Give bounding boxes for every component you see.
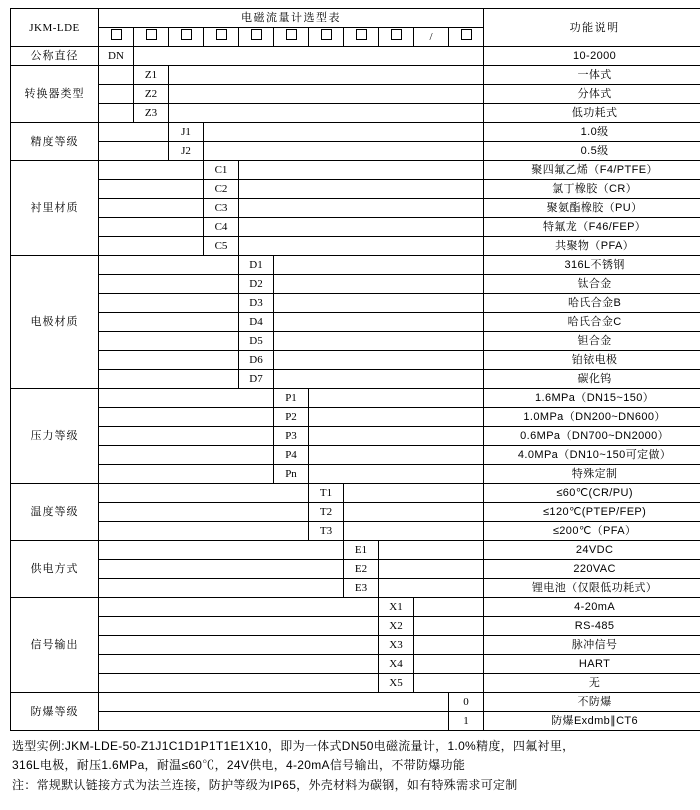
spacer	[309, 446, 484, 465]
code-d1[interactable]: D1	[239, 256, 274, 275]
desc-c4: 特氟龙（F46/FEP）	[484, 218, 700, 237]
row-electrode-7	[11, 370, 700, 389]
model-checkbox[interactable]	[99, 28, 134, 47]
model-prefix-cell: JKM-LDE	[11, 9, 99, 47]
code-p1[interactable]: P1	[274, 389, 309, 408]
spacer	[99, 579, 344, 598]
desc-d2: 钛合金	[484, 275, 700, 294]
row-pressure-5	[11, 465, 700, 484]
spacer	[99, 85, 134, 104]
spacer	[99, 389, 274, 408]
desc-z2: 分体式	[484, 85, 700, 104]
row-lining-1	[11, 161, 700, 180]
row-power-2	[11, 560, 700, 579]
code-c2[interactable]: C2	[204, 180, 239, 199]
code-d3[interactable]: D3	[239, 294, 274, 313]
table-title: 电磁流量计选型表	[99, 9, 484, 28]
note-remark: 注：常规默认链接方式为法兰连接，防护等级为IP65，外壳材料为碳钢，如有特殊需求可定制	[12, 778, 518, 793]
code-x2[interactable]: X2	[379, 617, 414, 636]
spacer	[239, 161, 484, 180]
desc-d4: 哈氏合金C	[484, 313, 700, 332]
note-example-line2: 316L电极，耐压1.6MPa，耐温≤60℃，24V供电，4-20mA信号输出，不带防爆功能	[12, 757, 466, 772]
code-p4[interactable]: P4	[274, 446, 309, 465]
desc-x4: HART	[484, 655, 700, 674]
desc-x5: 无	[484, 674, 700, 693]
code-c4[interactable]: C4	[204, 218, 239, 237]
spacer	[274, 294, 484, 313]
model-checkbox[interactable]	[274, 28, 309, 47]
code-z2[interactable]: Z2	[134, 85, 169, 104]
row-electrode-6	[11, 351, 700, 370]
spacer	[99, 674, 379, 693]
code-d2[interactable]: D2	[239, 275, 274, 294]
desc-p2: 1.0MPa（DN200~DN600）	[484, 408, 700, 427]
spacer	[99, 541, 344, 560]
row-explosion-2	[11, 712, 700, 731]
code-p3[interactable]: P3	[274, 427, 309, 446]
spacer	[99, 161, 204, 180]
row-signal-2	[11, 617, 700, 636]
code-ex0[interactable]: 0	[449, 693, 484, 712]
spacer	[414, 655, 484, 674]
spacer	[99, 655, 379, 674]
table-header-row	[11, 9, 700, 28]
spacer	[274, 313, 484, 332]
row-label-signal: 信号输出	[11, 598, 99, 693]
desc-d3: 哈氏合金B	[484, 294, 700, 313]
row-label-temperature: 温度等级	[11, 484, 99, 541]
desc-t1: ≤60℃(CR/PU)	[484, 484, 700, 503]
code-pn[interactable]: Pn	[274, 465, 309, 484]
desc-c5: 共聚物（PFA）	[484, 237, 700, 256]
row-temperature-2	[11, 503, 700, 522]
row-power-1	[11, 541, 700, 560]
spacer	[99, 484, 309, 503]
spacer	[99, 104, 134, 123]
checkbox-icon[interactable]	[146, 29, 157, 40]
desc-dn: 10-2000	[484, 47, 700, 66]
spacer	[99, 712, 449, 731]
model-checkbox[interactable]	[309, 28, 344, 47]
row-power-3	[11, 579, 700, 598]
row-temperature-3	[11, 522, 700, 541]
code-ex1[interactable]: 1	[449, 712, 484, 731]
spacer	[99, 199, 204, 218]
spacer	[99, 598, 379, 617]
code-j2[interactable]: J2	[169, 142, 204, 161]
code-e1[interactable]: E1	[344, 541, 379, 560]
spacer	[344, 522, 484, 541]
row-label-electrode: 电极材质	[11, 256, 99, 389]
code-x3[interactable]: X3	[379, 636, 414, 655]
slash-separator: /	[414, 28, 449, 47]
spacer	[99, 313, 239, 332]
row-explosion-1	[11, 693, 700, 712]
spacer	[379, 541, 484, 560]
desc-e3: 锂电池（仅限低功耗式）	[484, 579, 700, 598]
row-pressure-1	[11, 389, 700, 408]
desc-p1: 1.6MPa（DN15~150）	[484, 389, 700, 408]
desc-ex0: 不防爆	[484, 693, 700, 712]
desc-p3: 0.6MPa（DN700~DN2000）	[484, 427, 700, 446]
note-example-line1: 选型实例:JKM-LDE-50-Z1J1C1D1P1T1E1X10，即为一体式DN50电磁流量计，1.0%精度，四氟衬里，	[12, 739, 575, 753]
row-signal-1	[11, 598, 700, 617]
spacer	[99, 370, 239, 389]
spacer	[239, 237, 484, 256]
code-z3[interactable]: Z3	[134, 104, 169, 123]
row-label-converter-type: 转换器类型	[11, 66, 99, 123]
spacer	[99, 693, 449, 712]
spacer	[169, 85, 484, 104]
row-converter-type-1	[11, 66, 700, 85]
checkbox-icon[interactable]	[461, 29, 472, 40]
code-d5[interactable]: D5	[239, 332, 274, 351]
checkbox-icon[interactable]	[216, 29, 227, 40]
spacer	[99, 446, 274, 465]
spacer	[169, 104, 484, 123]
model-checkbox[interactable]	[134, 28, 169, 47]
spacer	[274, 275, 484, 294]
desc-p4: 4.0MPa（DN10~150可定做）	[484, 446, 700, 465]
model-checkbox[interactable]	[379, 28, 414, 47]
desc-d5: 钽合金	[484, 332, 700, 351]
row-signal-5	[11, 674, 700, 693]
spacer	[309, 408, 484, 427]
desc-d1: 316L不锈钢	[484, 256, 700, 275]
spacer	[239, 218, 484, 237]
row-label-nominal-diameter: 公称直径	[11, 47, 99, 66]
spacer	[99, 427, 274, 446]
row-label-accuracy: 精度等级	[11, 123, 99, 161]
code-t1[interactable]: T1	[309, 484, 344, 503]
spacer	[99, 617, 379, 636]
desc-e1: 24VDC	[484, 541, 700, 560]
row-label-power: 供电方式	[11, 541, 99, 598]
code-c1[interactable]: C1	[204, 161, 239, 180]
spacer	[414, 617, 484, 636]
spacer	[309, 427, 484, 446]
desc-t3: ≤200℃（PFA）	[484, 522, 700, 541]
row-electrode-3	[11, 294, 700, 313]
code-e2[interactable]: E2	[344, 560, 379, 579]
row-lining-4	[11, 218, 700, 237]
spacer	[99, 636, 379, 655]
row-converter-type-3	[11, 104, 700, 123]
code-e3[interactable]: E3	[344, 579, 379, 598]
spacer	[414, 636, 484, 655]
spacer	[99, 275, 239, 294]
spacer	[99, 332, 239, 351]
spacer	[99, 123, 169, 142]
checkbox-icon[interactable]	[181, 29, 192, 40]
row-accuracy-1	[11, 123, 700, 142]
spacer	[274, 370, 484, 389]
desc-d6: 铂铱电极	[484, 351, 700, 370]
row-label-pressure: 压力等级	[11, 389, 99, 484]
spacer	[99, 465, 274, 484]
row-electrode-4	[11, 313, 700, 332]
code-t3[interactable]: T3	[309, 522, 344, 541]
code-x4[interactable]: X4	[379, 655, 414, 674]
row-label-lining: 衬里材质	[11, 161, 99, 256]
spacer	[204, 142, 484, 161]
desc-ex1: 防爆Exdmb∥CT6	[484, 712, 700, 731]
spacer	[169, 66, 484, 85]
desc-x2: RS-485	[484, 617, 700, 636]
desc-pn: 特殊定制	[484, 465, 700, 484]
spacer	[99, 142, 169, 161]
spacer	[99, 294, 239, 313]
spacer	[309, 465, 484, 484]
spacer	[309, 389, 484, 408]
model-checkbox[interactable]	[239, 28, 274, 47]
code-dn[interactable]: DN	[99, 47, 134, 66]
desc-t2: ≤120℃(PTEP/FEP)	[484, 503, 700, 522]
spacer	[99, 237, 204, 256]
row-label-explosion: 防爆等级	[11, 693, 99, 731]
model-checkbox[interactable]	[204, 28, 239, 47]
spacer	[204, 123, 484, 142]
spacer	[99, 218, 204, 237]
code-x5[interactable]: X5	[379, 674, 414, 693]
row-nominal-diameter	[11, 47, 700, 66]
row-electrode-5	[11, 332, 700, 351]
desc-z3: 低功耗式	[484, 104, 700, 123]
row-lining-2	[11, 180, 700, 199]
code-c5[interactable]: C5	[204, 237, 239, 256]
row-temperature-1	[11, 484, 700, 503]
desc-d7: 碳化钨	[484, 370, 700, 389]
spacer	[99, 503, 309, 522]
spacer	[99, 522, 309, 541]
spacer	[99, 180, 204, 199]
spacer	[99, 560, 344, 579]
row-accuracy-2	[11, 142, 700, 161]
row-lining-3	[11, 199, 700, 218]
code-j1[interactable]: J1	[169, 123, 204, 142]
desc-j2: 0.5级	[484, 142, 700, 161]
row-pressure-2	[11, 408, 700, 427]
checkbox-icon[interactable]	[356, 29, 367, 40]
checkbox-icon[interactable]	[321, 29, 332, 40]
desc-c2: 氯丁橡胶（CR）	[484, 180, 700, 199]
desc-c3: 聚氨酯橡胶（PU）	[484, 199, 700, 218]
row-electrode-1	[11, 256, 700, 275]
row-signal-4	[11, 655, 700, 674]
spacer	[379, 560, 484, 579]
desc-j1: 1.0级	[484, 123, 700, 142]
row-converter-type-2	[11, 85, 700, 104]
model-checkbox[interactable]	[169, 28, 204, 47]
code-t2[interactable]: T2	[309, 503, 344, 522]
spacer	[344, 484, 484, 503]
desc-z1: 一体式	[484, 66, 700, 85]
desc-c1: 聚四氟乙烯（F4/PTFE）	[484, 161, 700, 180]
notes-block	[10, 737, 690, 795]
spacer	[239, 199, 484, 218]
spacer	[134, 47, 484, 66]
code-d4[interactable]: D4	[239, 313, 274, 332]
spacer	[99, 351, 239, 370]
spacer	[239, 180, 484, 199]
spacer	[414, 674, 484, 693]
row-pressure-3	[11, 427, 700, 446]
desc-e2: 220VAC	[484, 560, 700, 579]
desc-x3: 脉冲信号	[484, 636, 700, 655]
spacer	[379, 579, 484, 598]
checkbox-icon[interactable]	[251, 29, 262, 40]
code-p2[interactable]: P2	[274, 408, 309, 427]
code-c3[interactable]: C3	[204, 199, 239, 218]
checkbox-icon[interactable]	[391, 29, 402, 40]
model-checkbox[interactable]	[344, 28, 379, 47]
function-title: 功能说明	[484, 9, 700, 47]
spacer	[274, 256, 484, 275]
spacer	[99, 408, 274, 427]
checkbox-icon[interactable]	[286, 29, 297, 40]
model-checkbox[interactable]	[449, 28, 484, 47]
row-pressure-4	[11, 446, 700, 465]
code-x1[interactable]: X1	[379, 598, 414, 617]
code-d6[interactable]: D6	[239, 351, 274, 370]
spacer	[99, 256, 239, 275]
selection-table	[10, 8, 700, 731]
row-lining-5	[11, 237, 700, 256]
row-electrode-2	[11, 275, 700, 294]
checkbox-icon[interactable]	[111, 29, 122, 40]
code-d7[interactable]: D7	[239, 370, 274, 389]
desc-x1: 4-20mA	[484, 598, 700, 617]
row-signal-3	[11, 636, 700, 655]
code-z1[interactable]: Z1	[134, 66, 169, 85]
spacer	[344, 503, 484, 522]
spacer	[99, 66, 134, 85]
spacer	[274, 332, 484, 351]
spacer	[274, 351, 484, 370]
spacer	[414, 598, 484, 617]
